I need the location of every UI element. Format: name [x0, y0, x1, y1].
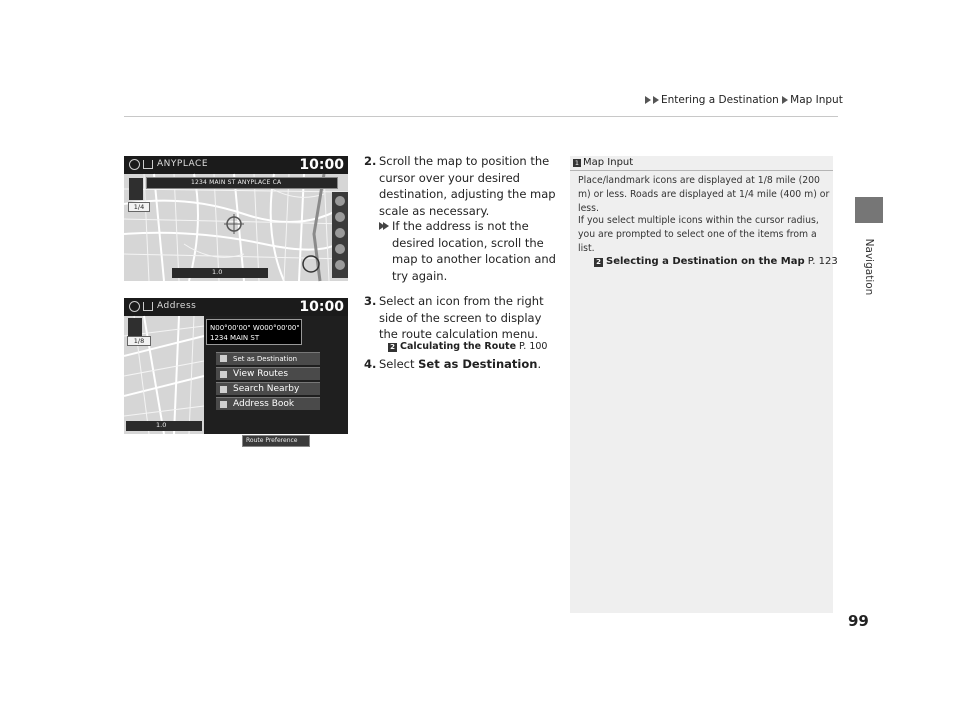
voice-icon: [129, 301, 140, 312]
calculating-route-link[interactable]: 2 Calculating the Route P. 100: [388, 341, 547, 352]
map-menu-icon: [335, 212, 345, 222]
map-input-sidebar: [570, 156, 838, 613]
back-icon: [143, 160, 153, 169]
screen-title: ANYPLACE: [157, 159, 209, 169]
map-screenshot-scroll: [124, 156, 348, 281]
section-tab: [855, 197, 883, 223]
coordinates: N00°00'00" W000°00'00": [210, 324, 300, 332]
coordinate-box: [206, 319, 302, 345]
flag-icon: [220, 355, 227, 362]
note-arrow-icon: [383, 222, 402, 230]
breadcrumb-arrow-icon: [653, 96, 659, 104]
step-2-note: If the address is not the desired location, scroll the map to another location and try again.: [379, 218, 559, 284]
book-icon: [220, 401, 227, 408]
north-indicator-icon: [128, 318, 142, 336]
back-icon: [143, 302, 153, 311]
breadcrumb-page: Map Input: [790, 94, 843, 106]
step-4: 4. Select Set as Destination.: [364, 357, 542, 371]
map-menu-icon: [335, 244, 345, 254]
search-nearby-button[interactable]: Search Nearby: [216, 382, 320, 395]
search-icon: [220, 386, 227, 393]
map-image: [124, 174, 348, 281]
info-marker-icon: 1: [574, 159, 580, 167]
sidebar-paragraph: If you select multiple icons within the cursor radius, you are prompted to select one of the items from a list.: [578, 215, 819, 254]
route-preference-button[interactable]: Route Preference: [242, 435, 310, 447]
street-address: 1234 MAIN ST: [210, 334, 260, 342]
section-label: Navigation: [863, 238, 875, 296]
map-scale-bar: 1.0: [126, 421, 202, 431]
map-icon-column: [332, 192, 348, 278]
map-scale-bar: 1.0: [172, 268, 268, 278]
screen-clock: 10:00: [299, 299, 344, 315]
route-menu-screenshot: [124, 298, 348, 444]
screen-clock: 10:00: [299, 157, 344, 173]
view-routes-button[interactable]: View Routes: [216, 367, 320, 380]
breadcrumb-arrow-icon: [782, 96, 788, 104]
breadcrumb: [645, 94, 843, 106]
breadcrumb-section: Entering a Destination: [661, 94, 779, 106]
sidebar-heading: 1 Map Input: [570, 156, 833, 171]
header-divider: [124, 116, 838, 117]
step-3: 3. Select an icon from the right side of the screen to display the route calculation menu.: [364, 294, 544, 341]
cross-reference-icon: 2: [594, 258, 603, 267]
map-zoom-level: 1/4: [128, 202, 150, 212]
map-menu-icon: [335, 260, 345, 270]
destination-panel: [204, 316, 348, 444]
sidebar-paragraph: Place/landmark icons are displayed at 1/8 mile (200 m) or less. Roads are displayed at 1/4 mile (400 m) or less.: [578, 175, 830, 214]
map-menu-icon: [335, 228, 345, 238]
voice-icon: [129, 159, 140, 170]
screen-status-bar: [124, 298, 348, 316]
routes-icon: [220, 371, 227, 378]
map-zoom-level: 1/8: [127, 336, 151, 346]
map-menu-icon: [335, 196, 345, 206]
screen-title: Address: [157, 301, 197, 311]
cross-reference-icon: 2: [388, 343, 397, 352]
screen-status-bar: [124, 156, 348, 174]
page-number: 99: [848, 612, 869, 630]
step-2: 2. Scroll the map to position the cursor over your desired destination, adjusting the map scale as necessary.: [364, 154, 556, 218]
address-book-button[interactable]: Address Book: [216, 397, 320, 410]
set-as-destination-button[interactable]: Set as Destination: [216, 352, 320, 365]
address-strip: 1234 MAIN ST ANYPLACE CA: [146, 177, 338, 189]
selecting-destination-link[interactable]: 2 Selecting a Destination on the Map P. 123: [594, 256, 838, 267]
breadcrumb-arrow-icon: [645, 96, 651, 104]
north-indicator-icon: [129, 178, 143, 200]
